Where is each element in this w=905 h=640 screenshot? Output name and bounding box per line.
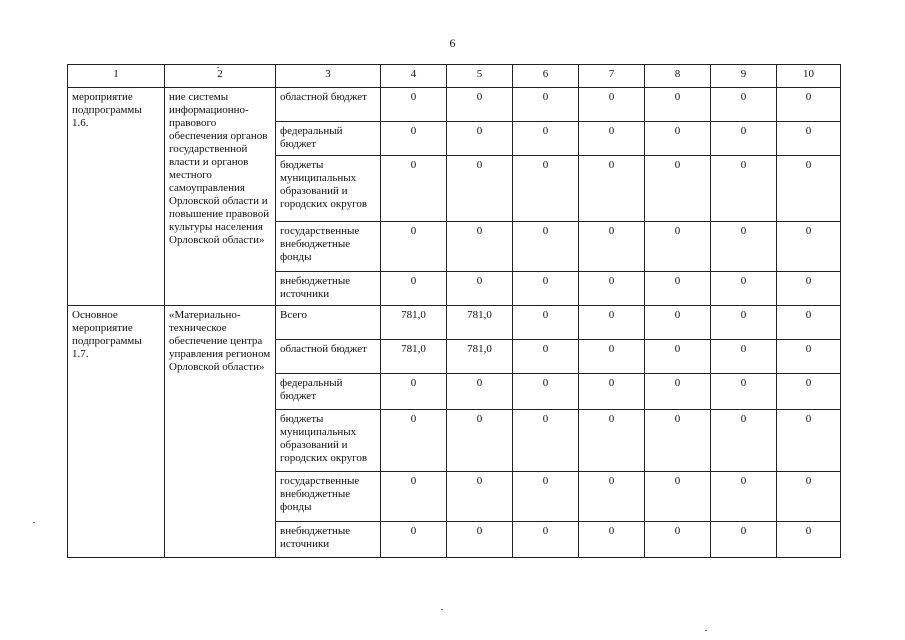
value-cell: 0	[645, 340, 711, 374]
value-cell: 0	[579, 472, 645, 522]
value-cell: 0	[579, 410, 645, 472]
table-row	[68, 306, 841, 340]
value-cell: 0	[513, 272, 579, 306]
value-cell: 781,0	[381, 340, 447, 374]
value-cell: 0	[381, 472, 447, 522]
value-cell: 0	[579, 122, 645, 156]
value-cell: 0	[711, 306, 777, 340]
header-row	[68, 65, 841, 88]
value-cell: 781,0	[381, 306, 447, 340]
value-cell: 0	[645, 156, 711, 222]
header-cell: 5	[447, 65, 513, 88]
scan-speck	[33, 522, 35, 523]
value-cell: 0	[579, 88, 645, 122]
funding-source-cell: государственные внебюджетные фонды	[276, 472, 381, 522]
scan-speck	[217, 67, 219, 68]
value-cell: 0	[579, 340, 645, 374]
value-cell: 0	[579, 272, 645, 306]
value-cell: 0	[711, 222, 777, 272]
table-row	[68, 88, 841, 122]
header-cell: 4	[381, 65, 447, 88]
activity-name-cell: Основное мероприятие подпрограммы 1.7.	[68, 306, 165, 558]
funding-source-cell: бюджеты муниципальных образований и городских округов	[276, 410, 381, 472]
value-cell: 0	[579, 306, 645, 340]
value-cell: 0	[381, 410, 447, 472]
value-cell: 0	[711, 340, 777, 374]
value-cell: 781,0	[447, 340, 513, 374]
value-cell: 0	[711, 122, 777, 156]
header-cell: 1	[68, 65, 165, 88]
value-cell: 0	[777, 88, 841, 122]
value-cell: 0	[711, 374, 777, 410]
value-cell: 0	[447, 472, 513, 522]
value-cell: 0	[777, 222, 841, 272]
funding-source-cell: федеральный бюджет	[276, 122, 381, 156]
value-cell: 0	[513, 522, 579, 558]
value-cell: 0	[579, 522, 645, 558]
value-cell: 0	[447, 222, 513, 272]
value-cell: 0	[645, 522, 711, 558]
value-cell: 0	[513, 472, 579, 522]
header-cell: 8	[645, 65, 711, 88]
value-cell: 0	[645, 410, 711, 472]
funding-source-cell: областной бюджет	[276, 88, 381, 122]
value-cell: 0	[711, 88, 777, 122]
value-cell: 0	[777, 340, 841, 374]
value-cell: 0	[777, 156, 841, 222]
value-cell: 0	[447, 272, 513, 306]
value-cell: 781,0	[447, 306, 513, 340]
value-cell: 0	[645, 374, 711, 410]
header-cell: 2	[165, 65, 276, 88]
activity-title-cell: «Материально-техническое обеспечение центра управления регионом Орловской области»	[165, 306, 276, 558]
header-cell: 9	[711, 65, 777, 88]
value-cell: 0	[513, 122, 579, 156]
value-cell: 0	[711, 472, 777, 522]
value-cell: 0	[447, 122, 513, 156]
value-cell: 0	[513, 340, 579, 374]
value-cell: 0	[381, 88, 447, 122]
value-cell: 0	[579, 156, 645, 222]
scan-speck	[441, 609, 443, 610]
value-cell: 0	[645, 222, 711, 272]
activity-title-cell: ние системы информационно-правового обеспечения органов государственной власти и органов местного самоуправления Орловской области и повышение правовой культуры населения Орловской области»	[165, 88, 276, 306]
value-cell: 0	[579, 222, 645, 272]
value-cell: 0	[447, 522, 513, 558]
funding-source-cell: Всего	[276, 306, 381, 340]
funding-source-cell: федеральный бюджет	[276, 374, 381, 410]
funding-source-cell: внебюджетные источники	[276, 272, 381, 306]
value-cell: 0	[513, 222, 579, 272]
value-cell: 0	[447, 374, 513, 410]
header-cell: 10	[777, 65, 841, 88]
page-number: 6	[449, 36, 456, 50]
activity-name-cell: мероприятие подпрограммы 1.6.	[68, 88, 165, 306]
value-cell: 0	[513, 374, 579, 410]
value-cell: 0	[645, 88, 711, 122]
value-cell: 0	[711, 522, 777, 558]
value-cell: 0	[645, 306, 711, 340]
value-cell: 0	[711, 272, 777, 306]
value-cell: 0	[777, 306, 841, 340]
header-cell: 3	[276, 65, 381, 88]
funding-source-cell: внебюджетные источники	[276, 522, 381, 558]
value-cell: 0	[777, 374, 841, 410]
value-cell: 0	[381, 272, 447, 306]
value-cell: 0	[381, 222, 447, 272]
value-cell: 0	[777, 472, 841, 522]
value-cell: 0	[447, 156, 513, 222]
value-cell: 0	[777, 410, 841, 472]
scan-speck	[705, 630, 707, 631]
header-cell: 7	[579, 65, 645, 88]
value-cell: 0	[513, 410, 579, 472]
budget-table	[67, 64, 841, 558]
value-cell: 0	[711, 156, 777, 222]
value-cell: 0	[381, 122, 447, 156]
value-cell: 0	[645, 472, 711, 522]
value-cell: 0	[645, 122, 711, 156]
header-cell: 6	[513, 65, 579, 88]
value-cell: 0	[381, 374, 447, 410]
value-cell: 0	[513, 306, 579, 340]
value-cell: 0	[711, 410, 777, 472]
value-cell: 0	[513, 88, 579, 122]
value-cell: 0	[381, 522, 447, 558]
value-cell: 0	[381, 156, 447, 222]
value-cell: 0	[777, 522, 841, 558]
value-cell: 0	[777, 272, 841, 306]
funding-source-cell: бюджеты муниципальных образований и городских округов	[276, 156, 381, 222]
value-cell: 0	[513, 156, 579, 222]
value-cell: 0	[645, 272, 711, 306]
value-cell: 0	[579, 374, 645, 410]
funding-source-cell: государственные внебюджетные фонды	[276, 222, 381, 272]
value-cell: 0	[447, 410, 513, 472]
value-cell: 0	[447, 88, 513, 122]
value-cell: 0	[777, 122, 841, 156]
funding-source-cell: областной бюджет	[276, 340, 381, 374]
